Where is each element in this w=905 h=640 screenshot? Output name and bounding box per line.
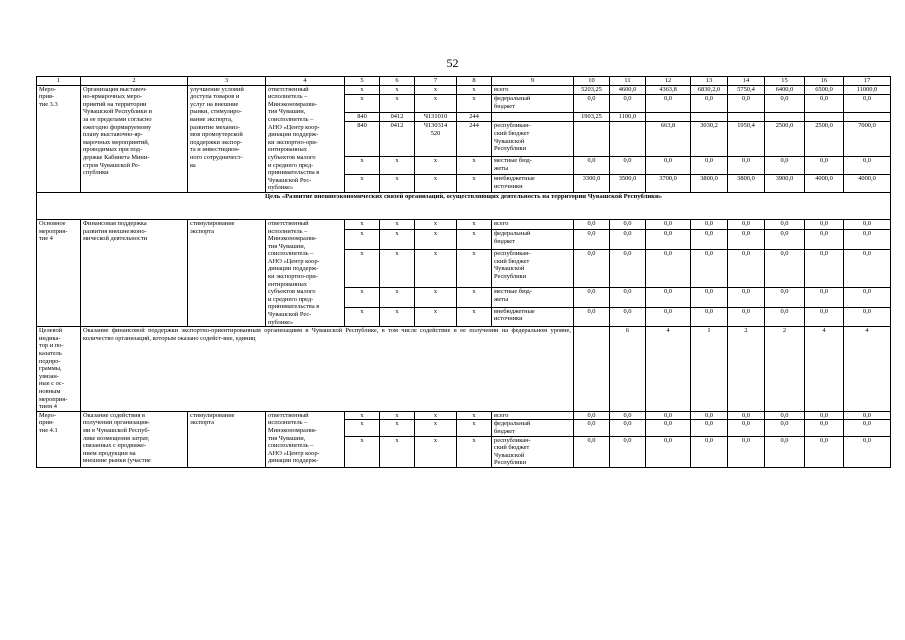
- funding-value: 0,0: [646, 287, 691, 307]
- funding-value: 0,0: [610, 411, 646, 420]
- budget-code: x: [457, 230, 492, 250]
- funding-value: 0,0: [574, 157, 610, 175]
- measure-3-3-executor: ответственный исполнитель – Минэкономразви- тия Чувашии, соисполнитель – АНО «Центр коор- динации поддерж- ки экспортно-ори- ентированных субъектов малого и среднего пред- принимательства в Чувашской Рес- публике»: [266, 85, 345, 192]
- funding-value: 0,0: [574, 287, 610, 307]
- funding-source: всего: [492, 85, 574, 94]
- budget-code: x: [415, 307, 457, 327]
- measure-4-1-row: [37, 411, 891, 420]
- budget-code: x: [380, 420, 415, 436]
- funding-value: 0,0: [805, 230, 844, 250]
- budget-code: x: [345, 230, 380, 250]
- budget-code: x: [380, 157, 415, 175]
- funding-value: 0,0: [574, 411, 610, 420]
- funding-value: 0,0: [646, 157, 691, 175]
- budget-code: x: [415, 420, 457, 436]
- funding-value: 0,0: [805, 157, 844, 175]
- funding-value: 3800,0: [691, 174, 728, 192]
- funding-value: 0,0: [610, 436, 646, 467]
- indicator-value: 4: [844, 327, 891, 412]
- measure-4-1-title: Меро- прия- тие 4.1: [37, 411, 81, 467]
- main-measure-4-row: [37, 219, 891, 229]
- funding-source: внебюджетные источники: [492, 174, 574, 192]
- budget-code: x: [380, 230, 415, 250]
- funding-source: [492, 112, 574, 121]
- indicator-title: Целевой индика- тор и по- казатель подпро- граммы, увязан- ные с ос- новным мероприя- тием 4: [37, 327, 81, 412]
- main-measure-4-executor: ответственный исполнитель – Минэкономразви- тия Чувашии, соисполнитель – АНО «Центр коор- динации поддерж- ки экспортно-ори- ентированных субъектов малого и среднего пред- принимательства в Чувашской Рес- публике»: [266, 219, 345, 326]
- funding-value: 0,0: [728, 436, 765, 467]
- funding-value: 0,0: [610, 287, 646, 307]
- column-number: 3: [188, 77, 266, 86]
- funding-value: [728, 112, 765, 121]
- funding-value: 4000,0: [805, 174, 844, 192]
- funding-value: 0,0: [691, 219, 728, 229]
- funding-value: [610, 122, 646, 157]
- budget-code: x: [457, 249, 492, 287]
- funding-source: всего: [492, 219, 574, 229]
- funding-value: 4363,8: [646, 85, 691, 94]
- funding-value: 0,0: [574, 230, 610, 250]
- funding-value: 0,0: [844, 249, 891, 287]
- column-number: 5: [345, 77, 380, 86]
- funding-value: 0,0: [805, 436, 844, 467]
- column-number: 1: [37, 77, 81, 86]
- funding-value: [646, 112, 691, 121]
- funding-source: всего: [492, 411, 574, 420]
- funding-value: 0,0: [610, 219, 646, 229]
- funding-value: 0,0: [691, 420, 728, 436]
- funding-value: [844, 112, 891, 121]
- goal-row: [37, 192, 891, 219]
- funding-value: 0,0: [646, 95, 691, 113]
- funding-value: 0,0: [646, 436, 691, 467]
- funding-value: 0,0: [728, 307, 765, 327]
- column-number: 14: [728, 77, 765, 86]
- funding-value: 0,0: [646, 420, 691, 436]
- measure-3-3-row: [37, 85, 891, 94]
- funding-value: 3500,0: [610, 174, 646, 192]
- funding-value: 0,0: [805, 219, 844, 229]
- funding-value: 0,0: [610, 230, 646, 250]
- funding-value: 0,0: [765, 420, 805, 436]
- funding-value: 0,0: [646, 219, 691, 229]
- funding-source: федеральный бюджет: [492, 420, 574, 436]
- funding-value: 0,0: [844, 436, 891, 467]
- indicator-text: Оказание финансовой поддержки экспортно-ориентированным организациям в Чувашской Республике, в том числе содействие в ее получении на федеральном уровне, количество организаций, которым оказано содейст-вие, единиц: [81, 327, 574, 412]
- funding-value: 0,0: [805, 411, 844, 420]
- funding-value: 0,0: [691, 230, 728, 250]
- funding-value: 0,0: [765, 95, 805, 113]
- funding-value: 0,0: [765, 436, 805, 467]
- funding-value: 0,0: [728, 249, 765, 287]
- budget-code: x: [457, 157, 492, 175]
- budget-code: x: [345, 307, 380, 327]
- funding-value: 0,0: [844, 95, 891, 113]
- budget-code: x: [415, 85, 457, 94]
- budget-code: x: [415, 249, 457, 287]
- column-number: 12: [646, 77, 691, 86]
- funding-value: 0,0: [574, 307, 610, 327]
- budget-code: x: [380, 411, 415, 420]
- funding-value: 0,0: [691, 287, 728, 307]
- funding-value: 3700,0: [646, 174, 691, 192]
- funding-value: 0,0: [728, 157, 765, 175]
- funding-value: 0,0: [805, 95, 844, 113]
- budget-code: x: [457, 420, 492, 436]
- funding-value: 1903,25: [574, 112, 610, 121]
- budget-code: 0412: [380, 112, 415, 121]
- budget-code: x: [415, 95, 457, 113]
- funding-value: 0,0: [844, 287, 891, 307]
- indicator-value: 4: [646, 327, 691, 412]
- budget-code: x: [345, 287, 380, 307]
- funding-value: 0,0: [691, 95, 728, 113]
- budget-code: x: [380, 219, 415, 229]
- funding-source: республикан- ский бюджет Чувашской Республики: [492, 249, 574, 287]
- budget-code: 840: [345, 122, 380, 157]
- budget-code: x: [345, 420, 380, 436]
- funding-value: 3900,0: [765, 174, 805, 192]
- funding-value: 0,0: [691, 436, 728, 467]
- funding-value: 5203,25: [574, 85, 610, 94]
- budget-code: x: [380, 307, 415, 327]
- main-measure-4-title: Основное мероприя- тие 4: [37, 219, 81, 326]
- budget-code: x: [457, 95, 492, 113]
- budget-code: x: [457, 287, 492, 307]
- measure-4-1-goal: стимулирование экспорта: [188, 411, 266, 467]
- indicator-value: 2: [728, 327, 765, 412]
- column-number: 15: [765, 77, 805, 86]
- column-number-row: [37, 77, 891, 86]
- funding-source: федеральный бюджет: [492, 95, 574, 113]
- funding-value: 6400,0: [765, 85, 805, 94]
- column-number: 17: [844, 77, 891, 86]
- funding-value: [691, 112, 728, 121]
- budget-code: 840: [345, 112, 380, 121]
- funding-source: местные бюд- жеты: [492, 287, 574, 307]
- funding-value: 4600,0: [610, 85, 646, 94]
- column-number: 4: [266, 77, 345, 86]
- funding-value: 0,0: [805, 307, 844, 327]
- funding-value: 0,0: [765, 157, 805, 175]
- funding-value: 0,0: [610, 249, 646, 287]
- budget-code: 244: [457, 122, 492, 157]
- column-number: 9: [492, 77, 574, 86]
- funding-value: [805, 112, 844, 121]
- funding-value: 6500,0: [805, 85, 844, 94]
- funding-value: 0,0: [646, 230, 691, 250]
- indicator-value: 1: [691, 327, 728, 412]
- budget-code: Ч130314 520: [415, 122, 457, 157]
- column-number: 7: [415, 77, 457, 86]
- funding-value: 0,0: [765, 287, 805, 307]
- budget-code: x: [345, 436, 380, 467]
- funding-source: внебюджетные источники: [492, 307, 574, 327]
- goal-heading: Цель «Развитие внешнеэкономических связей организаций, осуществляющих деятельность на территории Чувашской Республики»: [37, 192, 891, 219]
- column-number: 6: [380, 77, 415, 86]
- indicator-value: 2: [765, 327, 805, 412]
- funding-value: 0,0: [844, 307, 891, 327]
- funding-value: 0,0: [610, 307, 646, 327]
- funding-source: федеральный бюджет: [492, 230, 574, 250]
- page-number: 52: [446, 56, 459, 70]
- funding-value: 0,0: [765, 411, 805, 420]
- budget-code: x: [345, 411, 380, 420]
- funding-value: 663,8: [646, 122, 691, 157]
- funding-value: 3030,2: [691, 122, 728, 157]
- indicator-empty: [574, 327, 610, 412]
- column-number: 2: [81, 77, 188, 86]
- funding-value: 0,0: [574, 219, 610, 229]
- funding-value: 3800,0: [728, 174, 765, 192]
- budget-code: x: [345, 249, 380, 287]
- funding-value: 0,0: [805, 420, 844, 436]
- funding-value: 0,0: [844, 219, 891, 229]
- funding-value: 11000,0: [844, 85, 891, 94]
- measure-3-3-title: Меро- прия- тие 3.3: [37, 85, 81, 192]
- funding-value: 0,0: [728, 411, 765, 420]
- column-number: 11: [610, 77, 646, 86]
- budget-code: x: [345, 157, 380, 175]
- budget-code: x: [380, 249, 415, 287]
- column-number: 8: [457, 77, 492, 86]
- funding-value: 0,0: [728, 95, 765, 113]
- funding-value: 0,0: [728, 287, 765, 307]
- budget-code: x: [415, 230, 457, 250]
- funding-value: 0,0: [765, 230, 805, 250]
- funding-value: 0,0: [574, 95, 610, 113]
- funding-value: 0,0: [691, 249, 728, 287]
- column-number: 16: [805, 77, 844, 86]
- funding-value: 0,0: [728, 219, 765, 229]
- funding-value: 0,0: [646, 249, 691, 287]
- measure-4-1-description: Оказание содействия в получении организация- ми в Чувашской Респуб- лике возмещения затрат, связанных с продвиже- нием продукции на внешние рынки (участие: [81, 411, 188, 467]
- budget-code: x: [415, 219, 457, 229]
- funding-value: 4000,0: [844, 174, 891, 192]
- main-measure-4-goal: стимулирование экспорта: [188, 219, 266, 326]
- budget-code: x: [345, 95, 380, 113]
- budget-code: x: [457, 411, 492, 420]
- funding-value: 0,0: [765, 249, 805, 287]
- funding-value: 1100,0: [610, 112, 646, 121]
- funding-value: [765, 112, 805, 121]
- funding-value: 6830,2,0: [691, 85, 728, 94]
- funding-value: 0,0: [728, 420, 765, 436]
- funding-value: 0,0: [844, 230, 891, 250]
- indicator-value: 6: [610, 327, 646, 412]
- funding-value: [574, 122, 610, 157]
- budget-code: x: [345, 174, 380, 192]
- main-measure-4-description: Финансовая поддержка развития внешнеэконо- мической деятельности: [81, 219, 188, 326]
- measure-3-3-description: Организация выставоч- но-ярмарочных меро- приятий на территории Чувашской Республики и за ее пределами согласно ежегодно формируемому плану выставочно-яр- марочных мероприятий, проводимых при под- держке Кабинета Мини- стров Чувашской Ре- спублики: [81, 85, 188, 192]
- budget-code: x: [457, 174, 492, 192]
- budget-code: x: [380, 95, 415, 113]
- funding-value: 0,0: [728, 230, 765, 250]
- budget-code: Ч131010: [415, 112, 457, 121]
- column-number: 13: [691, 77, 728, 86]
- measure-4-1-executor: ответственный исполнитель – Минэкономразви- тия Чувашии, соисполнитель – АНО «Центр коор- динации поддерж-: [266, 411, 345, 467]
- funding-value: 0,0: [805, 287, 844, 307]
- funding-value: 0,0: [610, 420, 646, 436]
- funding-value: 3300,0: [574, 174, 610, 192]
- funding-source: республикан- ский бюджет Чувашской Республики: [492, 122, 574, 157]
- funding-value: 0,0: [691, 411, 728, 420]
- funding-value: 0,0: [646, 411, 691, 420]
- column-number: 10: [574, 77, 610, 86]
- funding-value: 5750,4: [728, 85, 765, 94]
- budget-code: x: [457, 436, 492, 467]
- funding-value: 0,0: [646, 307, 691, 327]
- funding-value: 1950,4: [728, 122, 765, 157]
- funding-value: 0,0: [610, 157, 646, 175]
- budget-code: x: [457, 219, 492, 229]
- funding-value: 0,0: [574, 436, 610, 467]
- funding-value: 7000,0: [844, 122, 891, 157]
- budget-code: x: [457, 85, 492, 94]
- budget-code: x: [415, 411, 457, 420]
- funding-value: 0,0: [691, 307, 728, 327]
- funding-value: 0,0: [844, 420, 891, 436]
- measure-3-3-goal: улучшение условий доступа товаров и услуг на внешние рынки, стимулиро- вание экспорта, развитие механиз- мов промоутерской поддержки экспор- та и инвестицион- ного сотрудничест- ва: [188, 85, 266, 192]
- budget-code: 244: [457, 112, 492, 121]
- funding-value: 0,0: [574, 249, 610, 287]
- funding-value: 0,0: [765, 219, 805, 229]
- table-body: [37, 77, 891, 468]
- budget-code: x: [345, 85, 380, 94]
- program-table: [36, 76, 891, 468]
- budget-code: x: [415, 287, 457, 307]
- funding-value: 2500,0: [765, 122, 805, 157]
- budget-code: x: [415, 436, 457, 467]
- funding-value: 0,0: [844, 157, 891, 175]
- budget-code: x: [380, 436, 415, 467]
- budget-code: 0412: [380, 122, 415, 157]
- funding-value: 0,0: [805, 249, 844, 287]
- indicator-row: [37, 327, 891, 412]
- budget-code: x: [380, 85, 415, 94]
- budget-code: x: [380, 287, 415, 307]
- funding-source: местные бюд- жеты: [492, 157, 574, 175]
- funding-source: республикан- ский бюджет Чувашской Республики: [492, 436, 574, 467]
- indicator-value: 4: [805, 327, 844, 412]
- budget-code: x: [380, 174, 415, 192]
- funding-value: 0,0: [610, 95, 646, 113]
- funding-value: 2500,0: [805, 122, 844, 157]
- budget-code: x: [415, 157, 457, 175]
- funding-value: 0,0: [574, 420, 610, 436]
- budget-code: x: [415, 174, 457, 192]
- funding-value: 0,0: [691, 157, 728, 175]
- budget-code: x: [457, 307, 492, 327]
- funding-value: 0,0: [844, 411, 891, 420]
- budget-code: x: [345, 219, 380, 229]
- funding-value: 0,0: [765, 307, 805, 327]
